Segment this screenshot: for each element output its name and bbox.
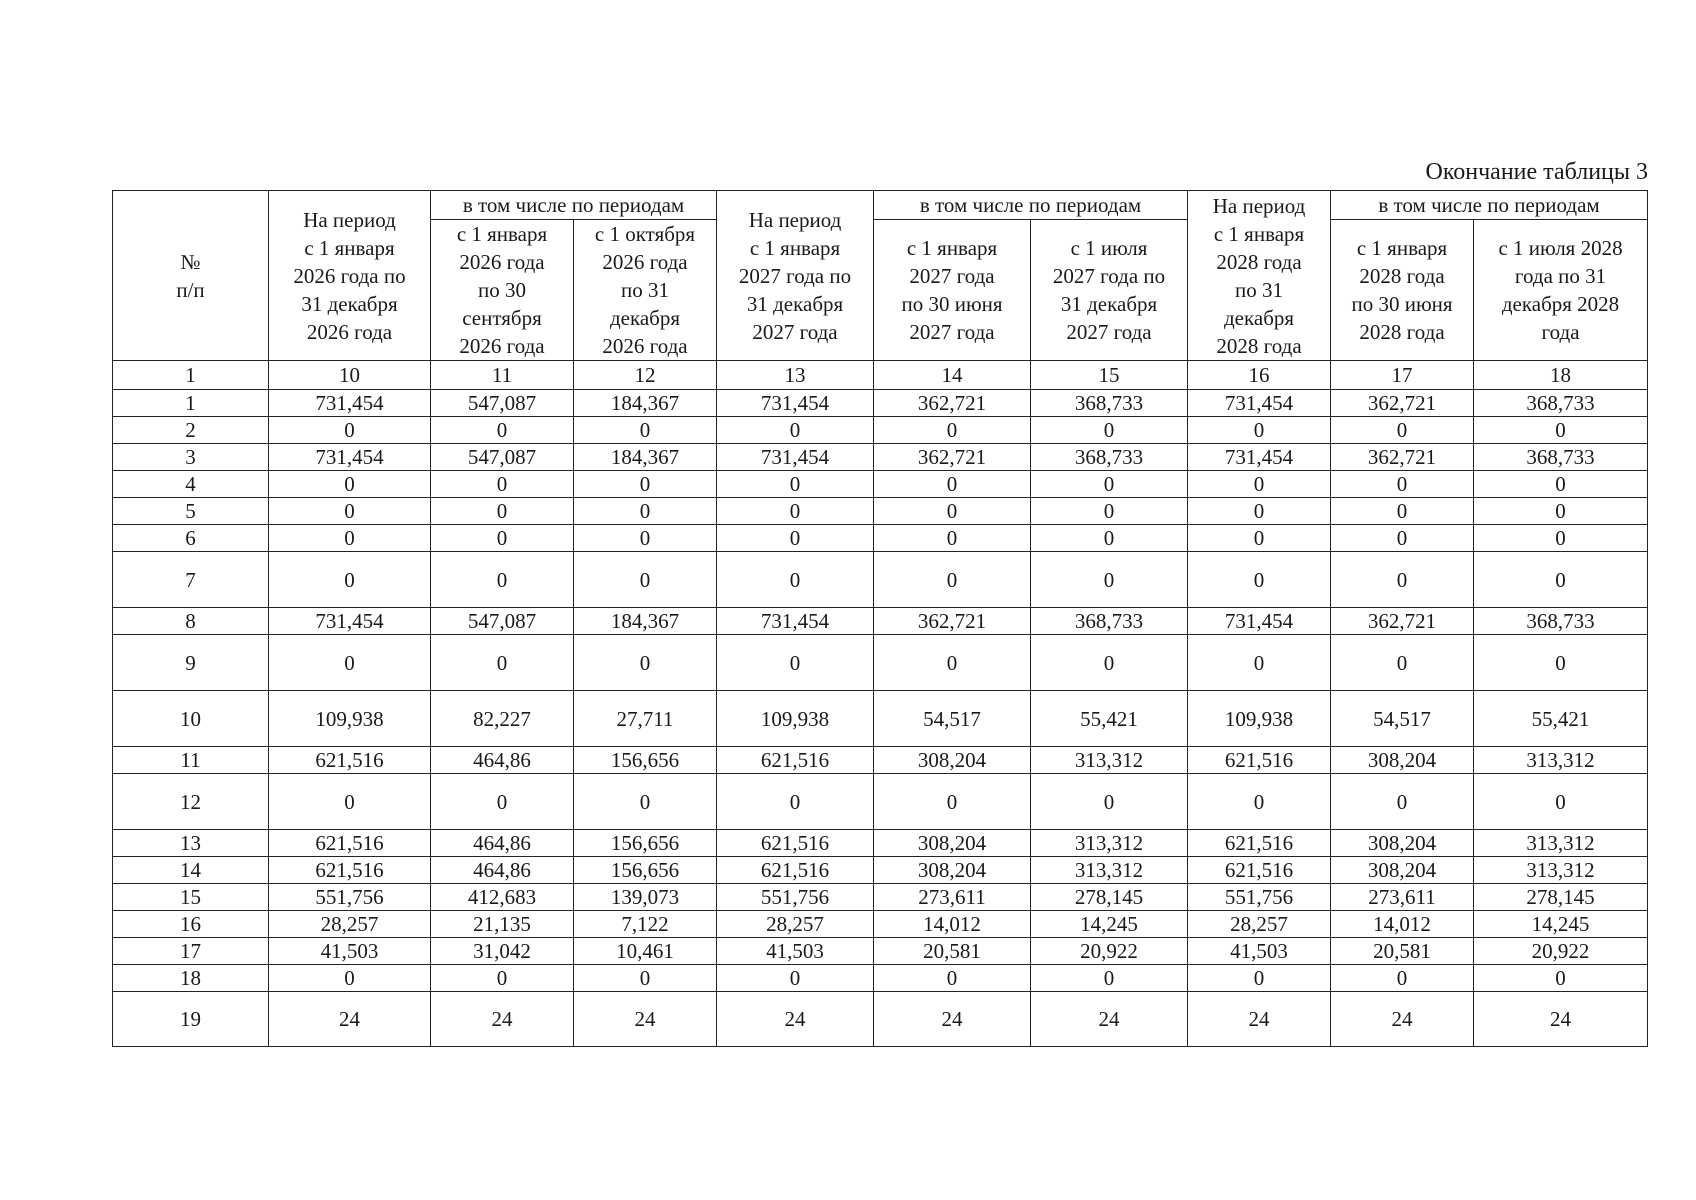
row-number-cell: 5 [113, 498, 269, 525]
column-numbers-row [113, 361, 1648, 390]
table-cell: 0 [1031, 498, 1188, 525]
table-cell: 0 [269, 774, 431, 830]
table-cell: 0 [431, 498, 574, 525]
table-cell: 184,367 [574, 608, 717, 635]
table-cell: 731,454 [1188, 608, 1331, 635]
row-number-cell: 16 [113, 911, 269, 938]
table-cell: 621,516 [269, 747, 431, 774]
table-cell: 731,454 [717, 444, 874, 471]
table-cell: 0 [717, 774, 874, 830]
table-cell: 0 [431, 471, 574, 498]
row-number-cell: 11 [113, 747, 269, 774]
column-number: 10 [269, 361, 431, 390]
row-number-cell: 10 [113, 691, 269, 747]
table-cell: 0 [1188, 417, 1331, 444]
table-cell: 0 [431, 774, 574, 830]
table-cell: 0 [269, 471, 431, 498]
table-cell: 156,656 [574, 857, 717, 884]
table-cell: 20,581 [874, 938, 1031, 965]
table-cell: 0 [1331, 635, 1474, 691]
table-cell: 0 [1474, 498, 1648, 525]
table-cell: 313,312 [1474, 747, 1648, 774]
table-cell: 0 [1031, 471, 1188, 498]
table-cell: 0 [1331, 471, 1474, 498]
table-cell: 0 [269, 525, 431, 552]
table-row [113, 525, 1648, 552]
table-cell: 20,581 [1331, 938, 1474, 965]
table-cell: 139,073 [574, 884, 717, 911]
table-cell: 621,516 [1188, 830, 1331, 857]
table-cell: 621,516 [717, 830, 874, 857]
table-cell: 308,204 [1331, 747, 1474, 774]
table-row [113, 830, 1648, 857]
table-cell: 0 [1474, 471, 1648, 498]
table-cell: 156,656 [574, 747, 717, 774]
table-row [113, 390, 1648, 417]
table-cell: 21,135 [431, 911, 574, 938]
table-cell: 28,257 [1188, 911, 1331, 938]
table-cell: 0 [1331, 774, 1474, 830]
table-cell: 368,733 [1474, 444, 1648, 471]
table-cell: 464,86 [431, 830, 574, 857]
table-cell: 731,454 [269, 608, 431, 635]
table-cell: 0 [1474, 774, 1648, 830]
table-row [113, 471, 1648, 498]
table-cell: 368,733 [1474, 608, 1648, 635]
table-cell: 621,516 [717, 857, 874, 884]
table-cell: 24 [1331, 992, 1474, 1047]
row-number-cell: 8 [113, 608, 269, 635]
table-cell: 0 [574, 552, 717, 608]
table-row [113, 417, 1648, 444]
table-cell: 621,516 [1188, 857, 1331, 884]
header-group-2027: в том числе по периодам [874, 191, 1188, 220]
table-cell: 41,503 [269, 938, 431, 965]
table-cell: 0 [1331, 552, 1474, 608]
table-row [113, 444, 1648, 471]
table-row [113, 747, 1648, 774]
table-row [113, 992, 1648, 1047]
table-cell: 20,922 [1031, 938, 1188, 965]
table-cell: 109,938 [1188, 691, 1331, 747]
table-cell: 0 [874, 498, 1031, 525]
table-cell: 731,454 [269, 444, 431, 471]
table-cell: 362,721 [874, 608, 1031, 635]
table-cell: 82,227 [431, 691, 574, 747]
table-row [113, 608, 1648, 635]
table-cell: 362,721 [874, 390, 1031, 417]
table-row [113, 552, 1648, 608]
table-cell: 109,938 [269, 691, 431, 747]
table-cell: 313,312 [1031, 830, 1188, 857]
row-number-cell: 1 [113, 390, 269, 417]
table-row [113, 911, 1648, 938]
row-number-cell: 2 [113, 417, 269, 444]
table-cell: 0 [1331, 525, 1474, 552]
table-cell: 27,711 [574, 691, 717, 747]
column-number: 16 [1188, 361, 1331, 390]
table-cell: 0 [431, 552, 574, 608]
table-cell: 278,145 [1031, 884, 1188, 911]
table-cell: 0 [1331, 965, 1474, 992]
header-2028-jan-jun: с 1 января 2028 года по 30 июня 2028 года [1331, 220, 1474, 361]
table-cell: 0 [1031, 635, 1188, 691]
table-cell: 0 [574, 498, 717, 525]
table-cell: 55,421 [1474, 691, 1648, 747]
table-cell: 621,516 [269, 857, 431, 884]
table-cell: 14,245 [1474, 911, 1648, 938]
table-cell: 0 [574, 774, 717, 830]
table-cell: 0 [874, 774, 1031, 830]
table-cell: 0 [717, 635, 874, 691]
table-cell: 0 [1188, 774, 1331, 830]
table-cell: 0 [574, 417, 717, 444]
row-number-cell: 7 [113, 552, 269, 608]
table-cell: 0 [431, 635, 574, 691]
table-cell: 308,204 [874, 857, 1031, 884]
column-number: 18 [1474, 361, 1648, 390]
table-row [113, 857, 1648, 884]
table-cell: 551,756 [1188, 884, 1331, 911]
table-body [113, 390, 1648, 1047]
header-period-2028: На период с 1 января 2028 года по 31 декабря 2028 года [1188, 191, 1331, 361]
table-cell: 0 [431, 965, 574, 992]
column-number: 14 [874, 361, 1031, 390]
table-row [113, 965, 1648, 992]
table-cell: 0 [717, 525, 874, 552]
table-cell: 0 [431, 525, 574, 552]
table-cell: 24 [431, 992, 574, 1047]
table-cell: 0 [1474, 552, 1648, 608]
header-group-2028: в том числе по периодам [1331, 191, 1648, 220]
column-number: 1 [113, 361, 269, 390]
table-cell: 0 [1188, 635, 1331, 691]
header-group-2026: в том числе по периодам [431, 191, 717, 220]
table-cell: 0 [574, 471, 717, 498]
table-cell: 184,367 [574, 444, 717, 471]
table-cell: 551,756 [717, 884, 874, 911]
table-cell: 308,204 [1331, 830, 1474, 857]
row-number-cell: 3 [113, 444, 269, 471]
table-cell: 0 [1188, 525, 1331, 552]
table-cell: 184,367 [574, 390, 717, 417]
row-number-cell: 14 [113, 857, 269, 884]
table-cell: 0 [1474, 525, 1648, 552]
table-cell: 464,86 [431, 747, 574, 774]
table-cell: 0 [1188, 965, 1331, 992]
table-cell: 731,454 [1188, 444, 1331, 471]
table-cell: 0 [874, 471, 1031, 498]
table-cell: 14,245 [1031, 911, 1188, 938]
table-cell: 0 [269, 635, 431, 691]
table-row [113, 884, 1648, 911]
table-cell: 551,756 [269, 884, 431, 911]
table-cell: 24 [717, 992, 874, 1047]
table-cell: 0 [717, 965, 874, 992]
table-cell: 0 [717, 471, 874, 498]
table-cell: 55,421 [1031, 691, 1188, 747]
table-cell: 0 [874, 965, 1031, 992]
table-cell: 0 [269, 417, 431, 444]
table-cell: 0 [1474, 965, 1648, 992]
table-cell: 278,145 [1474, 884, 1648, 911]
table-cell: 0 [1031, 965, 1188, 992]
table-cell: 0 [574, 965, 717, 992]
header-2027-jul-dec: с 1 июля 2027 года по 31 декабря 2027 года [1031, 220, 1188, 361]
table-cell: 368,733 [1031, 390, 1188, 417]
table-cell: 621,516 [269, 830, 431, 857]
row-number-cell: 4 [113, 471, 269, 498]
table-cell: 731,454 [269, 390, 431, 417]
header-period-2026: На период с 1 января 2026 года по 31 декабря 2026 года [269, 191, 431, 361]
table-cell: 547,087 [431, 444, 574, 471]
row-number-cell: 12 [113, 774, 269, 830]
table-caption: Окончание таблицы 3 [1425, 159, 1648, 185]
table-cell: 41,503 [717, 938, 874, 965]
table-cell: 28,257 [269, 911, 431, 938]
table-cell: 0 [269, 965, 431, 992]
table-cell: 0 [574, 525, 717, 552]
table-cell: 0 [1031, 417, 1188, 444]
table-row [113, 635, 1648, 691]
row-number-cell: 17 [113, 938, 269, 965]
table-cell: 156,656 [574, 830, 717, 857]
column-number: 17 [1331, 361, 1474, 390]
row-number-cell: 19 [113, 992, 269, 1047]
table-cell: 10,461 [574, 938, 717, 965]
data-table [112, 190, 1648, 1047]
table-cell: 0 [1331, 498, 1474, 525]
table-cell: 0 [1188, 552, 1331, 608]
table-cell: 368,733 [1031, 608, 1188, 635]
table-cell: 362,721 [1331, 608, 1474, 635]
header-row-number: № п/п [113, 191, 269, 361]
table-cell: 0 [1474, 417, 1648, 444]
table-cell: 0 [269, 552, 431, 608]
table-cell: 0 [874, 417, 1031, 444]
table-cell: 0 [1031, 552, 1188, 608]
table-cell: 0 [269, 498, 431, 525]
table-cell: 24 [1188, 992, 1331, 1047]
column-number: 13 [717, 361, 874, 390]
header-2026-oct-dec: с 1 октября 2026 года по 31 декабря 2026 года [574, 220, 717, 361]
row-number-cell: 9 [113, 635, 269, 691]
table-row [113, 774, 1648, 830]
table-cell: 0 [717, 417, 874, 444]
table-cell: 24 [874, 992, 1031, 1047]
table-cell: 308,204 [1331, 857, 1474, 884]
table-cell: 362,721 [874, 444, 1031, 471]
table-cell: 0 [1188, 471, 1331, 498]
table-cell: 0 [874, 552, 1031, 608]
table-cell: 24 [1474, 992, 1648, 1047]
table-row [113, 498, 1648, 525]
table-cell: 273,611 [1331, 884, 1474, 911]
table-cell: 313,312 [1031, 857, 1188, 884]
table-cell: 547,087 [431, 608, 574, 635]
header-2028-jul-dec: с 1 июля 2028 года по 31 декабря 2028 года [1474, 220, 1648, 361]
table-cell: 24 [574, 992, 717, 1047]
header-2027-jan-jun: с 1 января 2027 года по 30 июня 2027 года [874, 220, 1031, 361]
table-cell: 0 [1188, 498, 1331, 525]
table-cell: 731,454 [717, 390, 874, 417]
table-cell: 54,517 [1331, 691, 1474, 747]
table-cell: 0 [717, 498, 874, 525]
column-number: 15 [1031, 361, 1188, 390]
table-cell: 0 [1031, 774, 1188, 830]
column-number: 12 [574, 361, 717, 390]
table-cell: 313,312 [1474, 830, 1648, 857]
table-cell: 362,721 [1331, 390, 1474, 417]
row-number-cell: 15 [113, 884, 269, 911]
table-cell: 547,087 [431, 390, 574, 417]
table-cell: 308,204 [874, 830, 1031, 857]
table-cell: 0 [1474, 635, 1648, 691]
table-cell: 368,733 [1031, 444, 1188, 471]
table-cell: 24 [269, 992, 431, 1047]
table-cell: 7,122 [574, 911, 717, 938]
header-period-2027: На период с 1 января 2027 года по 31 декабря 2027 года [717, 191, 874, 361]
table-cell: 0 [874, 635, 1031, 691]
table-row [113, 938, 1648, 965]
table-cell: 14,012 [874, 911, 1031, 938]
table-cell: 731,454 [1188, 390, 1331, 417]
table-cell: 308,204 [874, 747, 1031, 774]
table-cell: 313,312 [1474, 857, 1648, 884]
table-cell: 0 [574, 635, 717, 691]
table-cell: 313,312 [1031, 747, 1188, 774]
table-cell: 412,683 [431, 884, 574, 911]
table-cell: 0 [1031, 525, 1188, 552]
table-cell: 31,042 [431, 938, 574, 965]
table-cell: 368,733 [1474, 390, 1648, 417]
table-row [113, 691, 1648, 747]
table-cell: 24 [1031, 992, 1188, 1047]
header-2026-jan-sep: с 1 января 2026 года по 30 сентября 2026 года [431, 220, 574, 361]
table-cell: 0 [874, 525, 1031, 552]
table-cell: 20,922 [1474, 938, 1648, 965]
table-cell: 273,611 [874, 884, 1031, 911]
table-cell: 0 [431, 417, 574, 444]
table-cell: 464,86 [431, 857, 574, 884]
table-cell: 0 [717, 552, 874, 608]
table-cell: 14,012 [1331, 911, 1474, 938]
table-cell: 41,503 [1188, 938, 1331, 965]
row-number-cell: 18 [113, 965, 269, 992]
table-cell: 28,257 [717, 911, 874, 938]
table-cell: 621,516 [1188, 747, 1331, 774]
row-number-cell: 6 [113, 525, 269, 552]
table-cell: 362,721 [1331, 444, 1474, 471]
table-cell: 109,938 [717, 691, 874, 747]
column-number: 11 [431, 361, 574, 390]
table-cell: 621,516 [717, 747, 874, 774]
table-cell: 0 [1331, 417, 1474, 444]
table-cell: 731,454 [717, 608, 874, 635]
row-number-cell: 13 [113, 830, 269, 857]
table-cell: 54,517 [874, 691, 1031, 747]
